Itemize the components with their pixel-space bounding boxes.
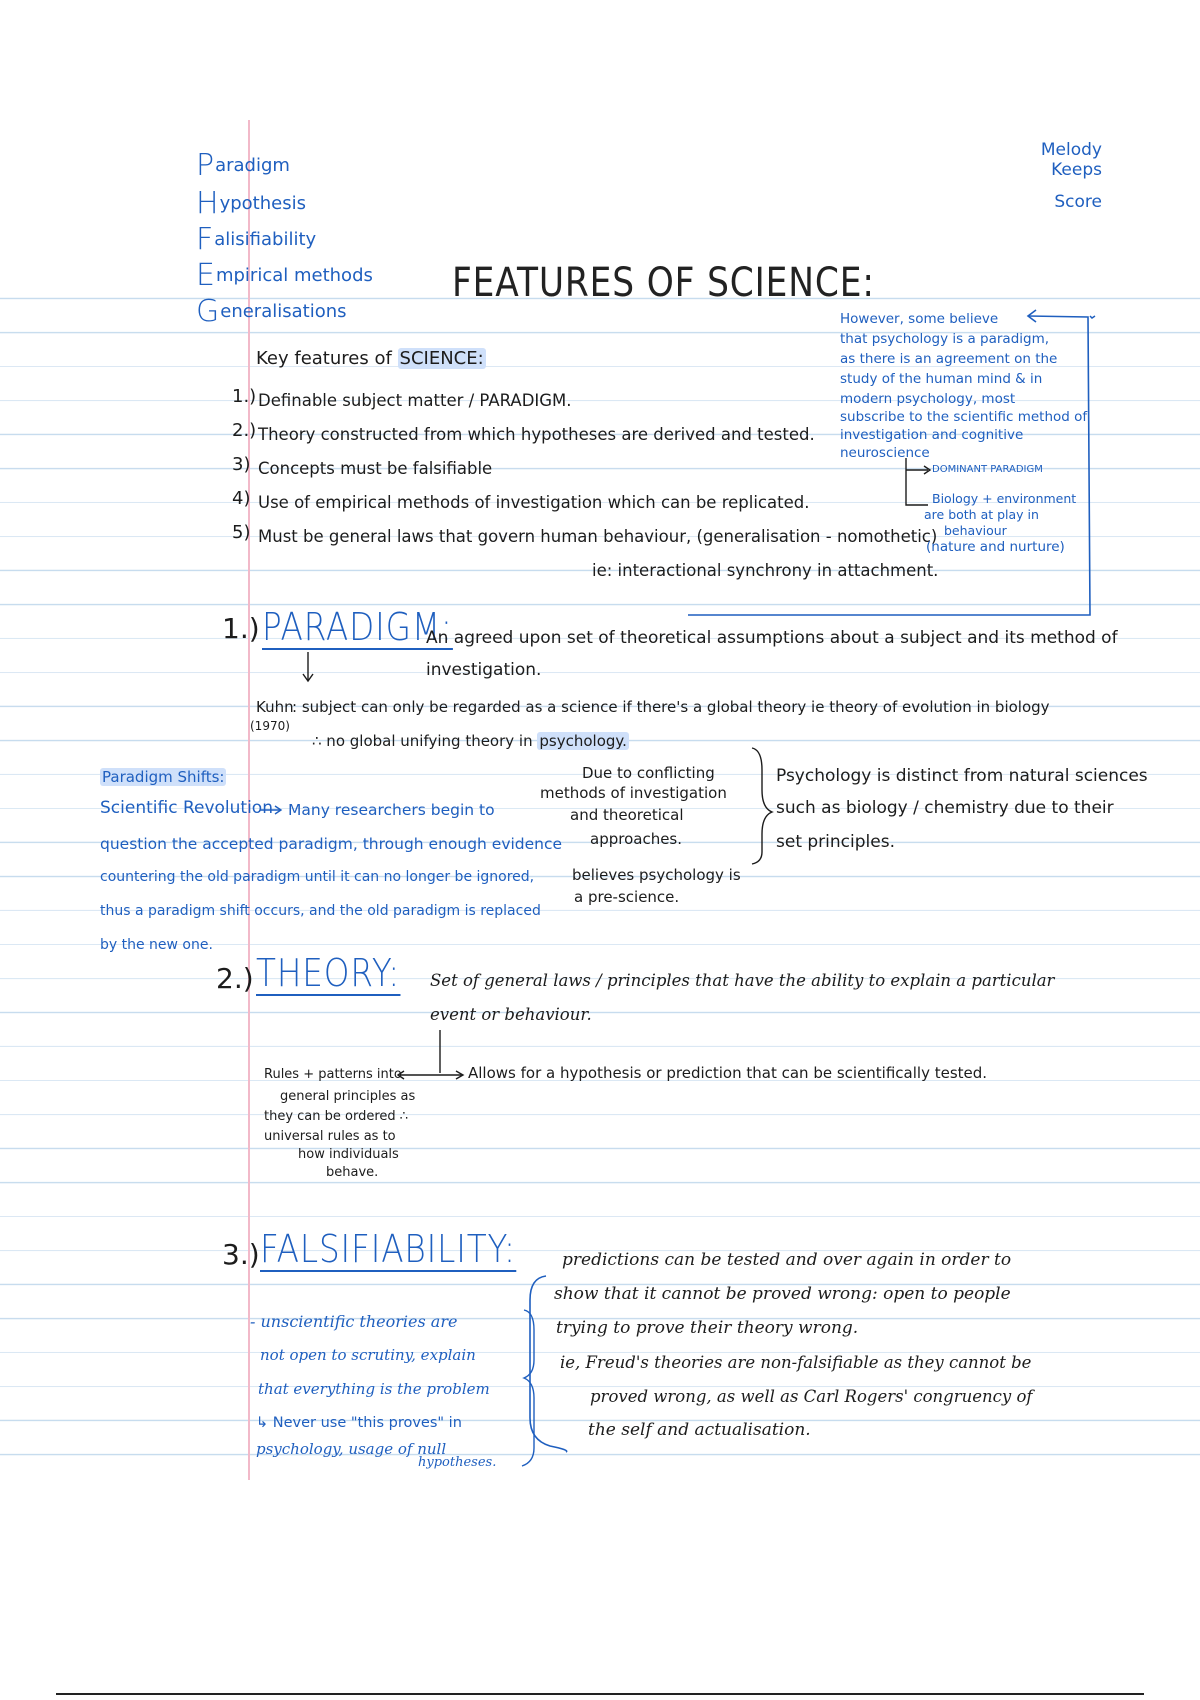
side-note-line: that psychology is a paradigm, <box>840 331 1050 347</box>
feature-item: Theory constructed from which hypotheses are derived and tested. <box>258 425 815 444</box>
therefore-line: ∴ no global unifying theory in psychology. <box>312 732 627 750</box>
feature-example: ie: interactional synchrony in attachment. <box>592 561 939 580</box>
psychology-distinct-line: Psychology is distinct from natural sciences <box>776 766 1148 786</box>
unscientific-note-line: that everything is the problem <box>258 1380 490 1398</box>
paradigm-shift-line: by the new one. <box>100 937 213 953</box>
theory-rules-line: they can be ordered ∴ <box>264 1109 409 1124</box>
unscientific-note-line: psychology, usage of null <box>256 1440 447 1458</box>
theory-rules-line: Rules + patterns into <box>264 1067 402 1082</box>
side-note-line: subscribe to the scientific method of <box>840 409 1088 425</box>
feature-item: Concepts must be falsifiable <box>258 459 493 478</box>
feature-number: 2.) <box>232 420 257 441</box>
key-features-heading: Key features of SCIENCE: <box>256 348 484 369</box>
feature-item: Must be general laws that govern human behaviour, (generalisation - nomothetic) <box>258 527 938 546</box>
unscientific-note-line: not open to scrutiny, explain <box>260 1346 476 1364</box>
falsifiability-line: show that it cannot be proved wrong: open to people <box>554 1284 1011 1304</box>
section-title-theory: THEORY: <box>256 951 401 995</box>
acronym-line-generalisations: Generalisations <box>196 294 347 329</box>
feature-item: Definable subject matter / PARADIGM. <box>258 391 572 410</box>
section-number: 1.) <box>222 612 260 645</box>
conflict-note-line: approaches. <box>590 830 683 848</box>
section-title-falsifiability: FALSIFIABILITY: <box>260 1227 516 1271</box>
feature-number: 5) <box>232 522 251 543</box>
kuhn-year: (1970) <box>250 719 290 733</box>
unscientific-note-line: ↳ Never use "this proves" in <box>256 1415 462 1431</box>
kuhn-name: Kuhn <box>256 698 294 716</box>
acronym-line-falsifiability: Falisifiability <box>196 222 317 257</box>
theory-rules-line: general principles as <box>280 1089 416 1104</box>
section-title-paradigm: PARADIGM: <box>262 605 453 649</box>
feature-number: 1.) <box>232 386 257 407</box>
conflict-note-line: methods of investigation <box>540 784 727 802</box>
conflict-note-line: and theoretical <box>570 806 684 824</box>
kuhn-text: : subject can only be regarded as a science if there's a global theory ie theory of evolution in biology <box>292 698 1050 716</box>
falsifiability-line: predictions can be tested and over again in order to <box>562 1250 1012 1270</box>
conflict-note-line: Due to conflicting <box>582 764 715 782</box>
paradigm-definition: investigation. <box>426 660 542 680</box>
unscientific-note-line: - unscientific theories are <box>250 1312 458 1331</box>
theory-rules-line: how individuals <box>298 1147 399 1162</box>
theory-rules-line: behave. <box>326 1165 379 1180</box>
falsifiability-line: proved wrong, as well as Carl Rogers' congruency of <box>590 1387 1033 1406</box>
falsifiability-line: the self and actualisation. <box>588 1420 811 1440</box>
paradigm-shift-line: thus a paradigm shift occurs, and the old paradigm is replaced <box>100 903 541 919</box>
theory-rules-line: universal rules as to <box>264 1129 396 1144</box>
section-number: 3.) <box>222 1238 260 1271</box>
unscientific-note-line: hypotheses. <box>418 1455 497 1470</box>
acronym-line-paradigm: Paradigm <box>196 148 290 183</box>
paradigm-shift-line: Many researchers begin to <box>288 801 495 819</box>
feature-number: 3) <box>232 454 251 475</box>
acronym-line-empirical: Empirical methods <box>196 258 373 293</box>
believes-note-line: believes psychology is <box>572 866 741 884</box>
psychology-distinct-line: set principles. <box>776 832 895 852</box>
paradigm-shift-line: question the accepted paradigm, through enough evidence <box>100 835 563 853</box>
page-title: FEATURES OF SCIENCE: <box>452 260 875 306</box>
paradigm-shift-line: countering the old paradigm until it can no longer be ignored, <box>100 869 535 885</box>
side-note-line: as there is an agreement on the <box>840 351 1058 367</box>
side-note-line: study of the human mind & in <box>840 371 1043 387</box>
theory-hypothesis-note: Allows for a hypothesis or prediction that can be scientifically tested. <box>468 1064 988 1082</box>
section-number: 2.) <box>216 962 254 995</box>
side-note-line: However, some believe <box>840 311 999 327</box>
corner-note-line: Keeps <box>1051 160 1102 180</box>
side-note-line: neuroscience <box>840 445 930 461</box>
side-note-line: investigation and cognitive <box>840 427 1024 443</box>
dominant-paradigm-label: DOMINANT PARADIGM <box>932 464 1043 475</box>
acronym-line-hypothesis: Hypothesis <box>196 186 306 221</box>
psychology-distinct-line: such as biology / chemistry due to their <box>776 798 1114 818</box>
scientific-revolution-label: Scientific Revolution <box>100 798 273 818</box>
feature-number: 4) <box>232 488 251 509</box>
theory-definition: event or behaviour. <box>430 1005 592 1024</box>
feature-item: Use of empirical methods of investigation which can be replicated. <box>258 493 810 512</box>
side-note-line: modern psychology, most <box>840 391 1016 407</box>
believes-note-line: a pre-science. <box>574 888 680 906</box>
corner-note-line: Score <box>1054 192 1102 212</box>
biology-note-line: are both at play in <box>924 507 1039 522</box>
paradigm-definition: An agreed upon set of theoretical assumptions about a subject and its method of <box>426 628 1118 648</box>
biology-note-line: behaviour <box>944 523 1007 538</box>
paradigm-shift-heading: Paradigm Shifts: <box>102 768 225 786</box>
theory-definition: Set of general laws / principles that have the ability to explain a particular <box>430 971 1055 990</box>
falsifiability-line: trying to prove their theory wrong. <box>556 1318 859 1338</box>
biology-note-line: Biology + environment <box>932 491 1077 506</box>
arrow-left-icon <box>1090 316 1095 318</box>
falsifiability-line: ie, Freud's theories are non-falsifiable as they cannot be <box>560 1353 1032 1372</box>
biology-note-line: (nature and nurture) <box>926 539 1065 555</box>
corner-note-line: Melody <box>1040 140 1102 160</box>
